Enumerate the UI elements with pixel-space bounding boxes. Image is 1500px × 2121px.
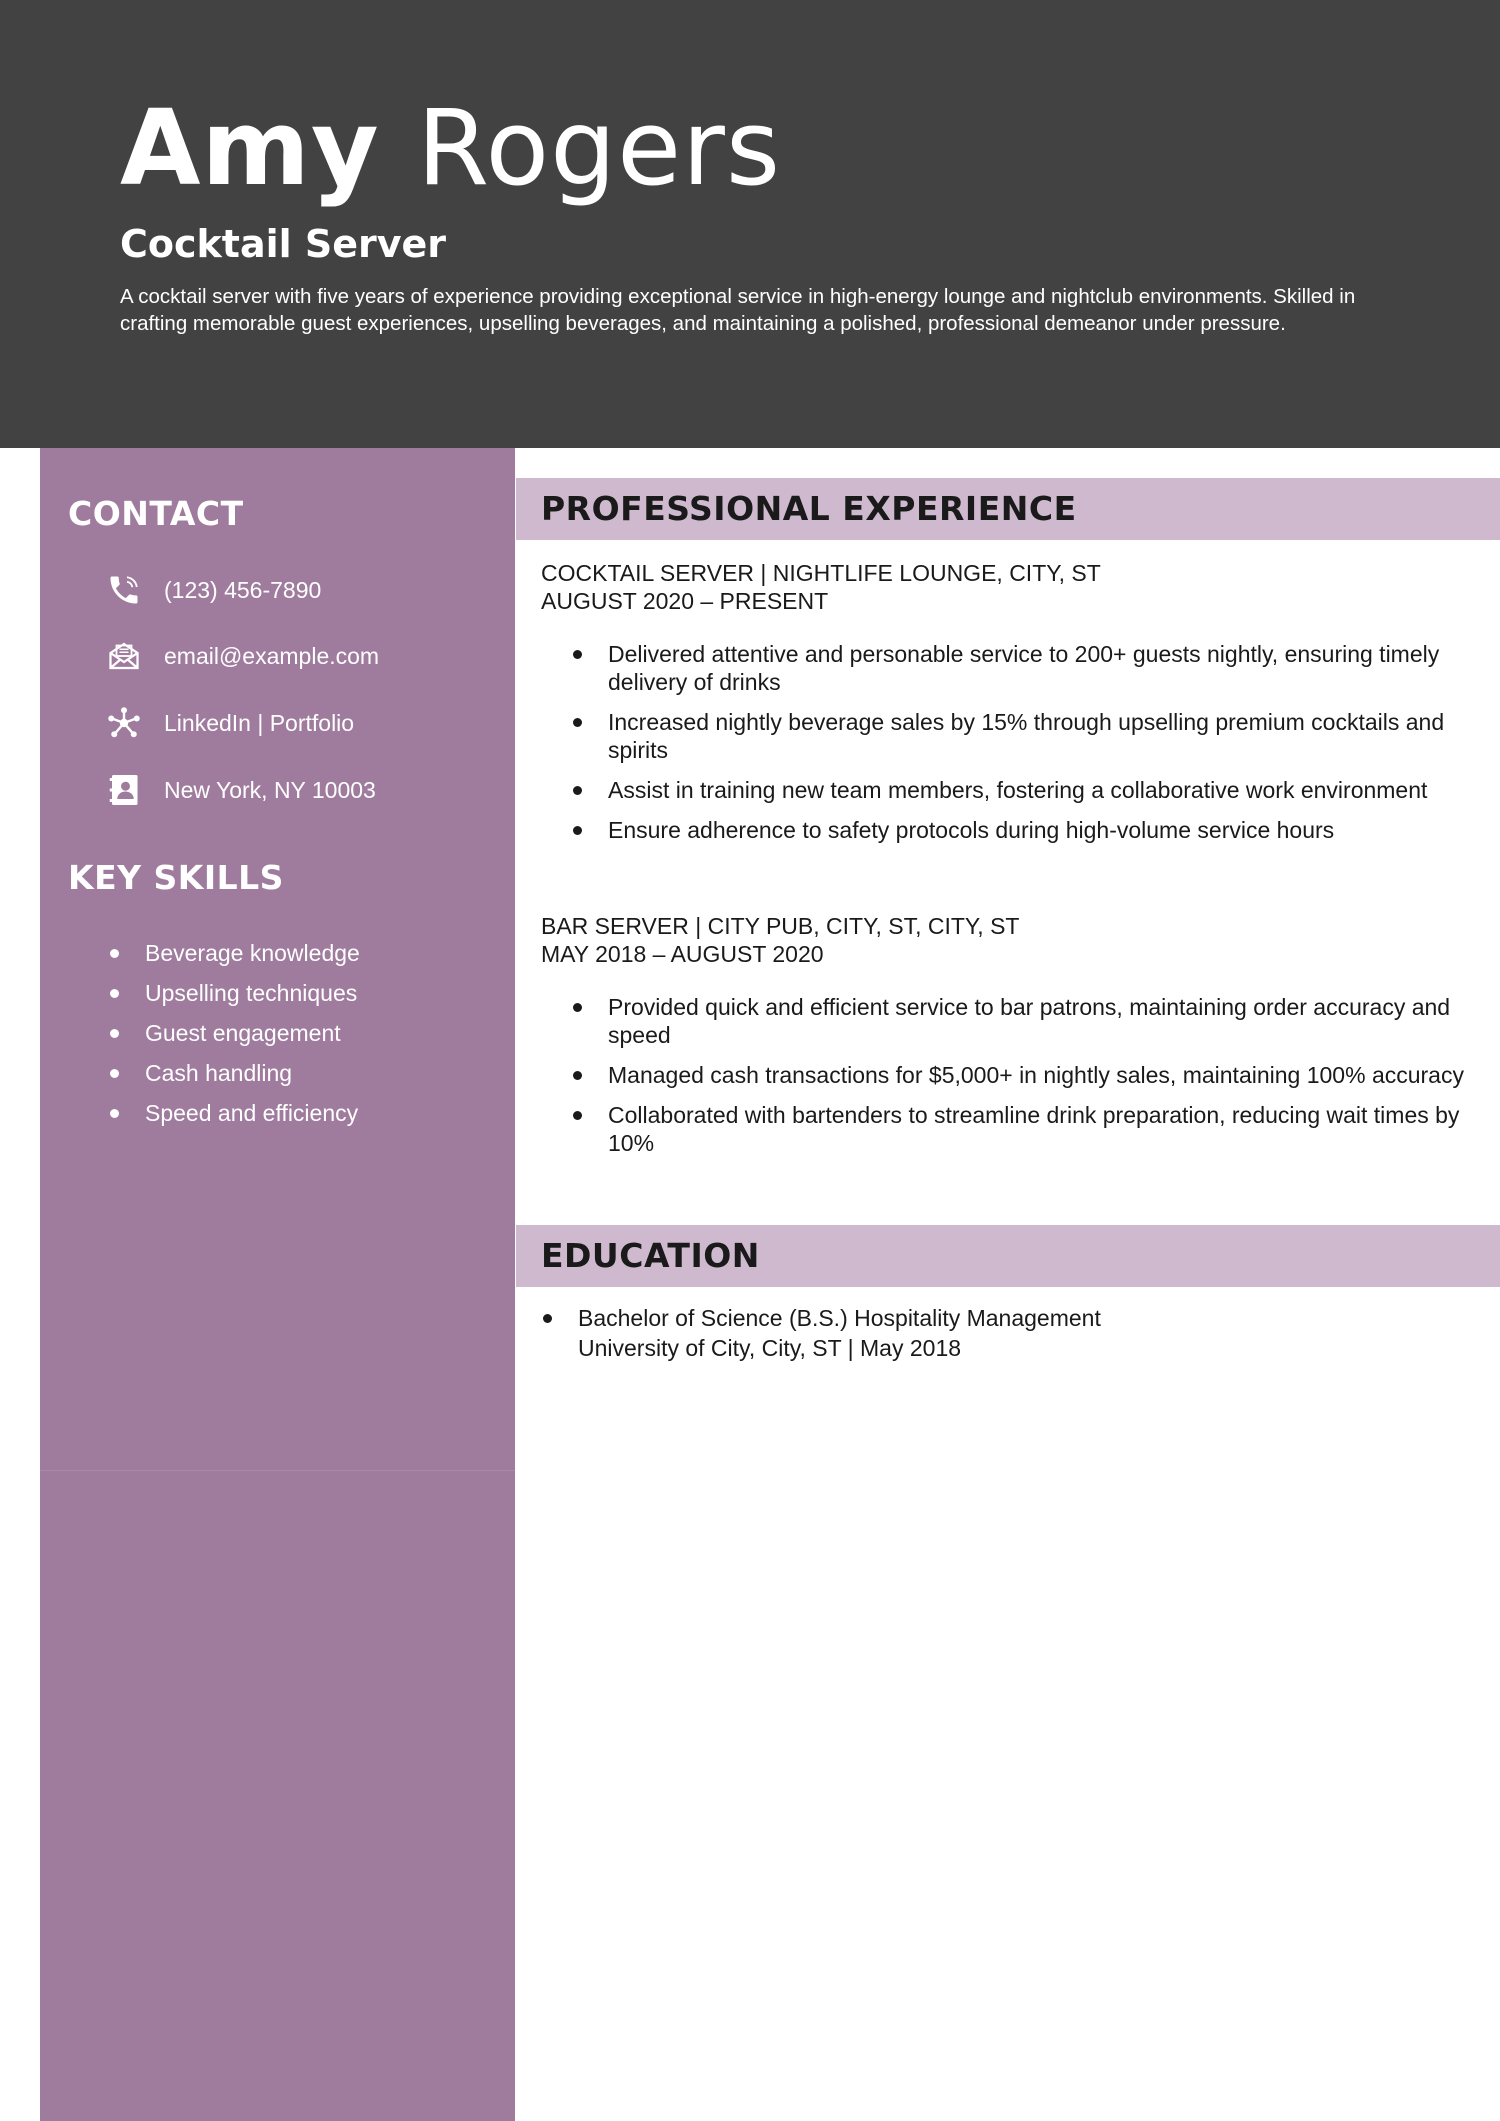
list-item: Upselling techniques: [105, 973, 360, 1013]
email-address[interactable]: email@example.com: [164, 642, 380, 669]
list-item: Guest engagement: [105, 1013, 360, 1053]
last-name: Rogers: [416, 87, 782, 209]
job-dates: AUGUST 2020 – PRESENT: [541, 588, 829, 614]
contact-heading: CONTACT: [68, 494, 244, 533]
list-item: Delivered attentive and personable service to 200+ guests nightly, ensuring timely delivery of drinks: [541, 640, 1481, 696]
contact-email: [105, 636, 379, 676]
bullet-dot: [573, 650, 582, 659]
candidate-name: [120, 88, 781, 208]
experience-heading: PROFESSIONAL EXPERIENCE: [541, 489, 1077, 528]
location: New York, NY 10003: [164, 776, 376, 803]
education-heading: EDUCATION: [541, 1236, 760, 1275]
list-item: Increased nightly beverage sales by 15% through upselling premium cocktails and spirits: [541, 708, 1481, 764]
summary: A cocktail server with five years of experience providing exceptional service in high-energy lounge and nightclub environments. Skilled in crafting memorable guest experiences, upselling beverages, and maintaining a polished, professional demeanor under pressure.: [120, 285, 1356, 335]
list-item: Speed and efficiency: [105, 1093, 360, 1133]
list-item: Managed cash transactions for $5,000+ in nightly sales, maintaining 100% accuracy: [541, 1061, 1481, 1089]
network-icon: [105, 704, 143, 742]
job-header: [541, 559, 1101, 615]
bullet-dot: [110, 1109, 119, 1118]
job-title: Cocktail Server: [120, 222, 447, 266]
bullet-dot: [110, 1069, 119, 1078]
bullet-dot: [573, 826, 582, 835]
education-section-bar: [516, 1225, 1500, 1287]
education-entry: [541, 1303, 1101, 1363]
key-skills-heading: KEY SKILLS: [68, 858, 284, 897]
job-role: COCKTAIL SERVER | NIGHTLIFE LOUNGE, CITY, ST: [541, 560, 1101, 586]
contact-links: [105, 703, 354, 743]
bullet-dot: [573, 1111, 582, 1120]
phone-icon: [105, 571, 143, 609]
bullet-dot: [573, 1003, 582, 1012]
bullet-dot: [573, 786, 582, 795]
contact-address: [105, 770, 376, 810]
resume-header: [0, 0, 1500, 448]
address-book-icon: [105, 771, 143, 809]
job-dates: MAY 2018 – AUGUST 2020: [541, 941, 824, 967]
list-item: Provided quick and efficient service to bar patrons, maintaining order accuracy and speed: [541, 993, 1481, 1049]
phone-number[interactable]: (123) 456-7890: [164, 576, 322, 603]
bullet-dot: [543, 1314, 552, 1323]
job-role: BAR SERVER | CITY PUB, CITY, ST, CITY, ST: [541, 913, 1020, 939]
linkedin-portfolio[interactable]: LinkedIn | Portfolio: [164, 709, 355, 736]
school: University of City, City, ST | May 2018: [578, 1335, 962, 1361]
degree: Bachelor of Science (B.S.) Hospitality Management: [578, 1305, 1101, 1331]
list-item: Beverage knowledge: [105, 933, 360, 973]
job-header: [541, 912, 1019, 968]
list-item: Ensure adherence to safety protocols during high-volume service hours: [541, 816, 1481, 844]
list-item: Assist in training new team members, fostering a collaborative work environment: [541, 776, 1481, 804]
job-bullets: [541, 993, 1481, 1169]
sidebar-divider: [40, 1470, 515, 1471]
bullet-dot: [573, 718, 582, 727]
list-item: Cash handling: [105, 1053, 360, 1093]
skills-list: [105, 933, 360, 1133]
contact-phone: [105, 570, 321, 610]
bullet-dot: [573, 1071, 582, 1080]
first-name: Amy: [120, 87, 380, 209]
sidebar: [40, 448, 515, 2121]
bullet-dot: [110, 989, 119, 998]
email-icon: [105, 637, 143, 675]
bullet-dot: [110, 949, 119, 958]
job-bullets: [541, 640, 1481, 856]
experience-section-bar: [516, 478, 1500, 540]
bullet-dot: [110, 1029, 119, 1038]
list-item: Collaborated with bartenders to streamline drink preparation, reducing wait times by 10%: [541, 1101, 1481, 1157]
